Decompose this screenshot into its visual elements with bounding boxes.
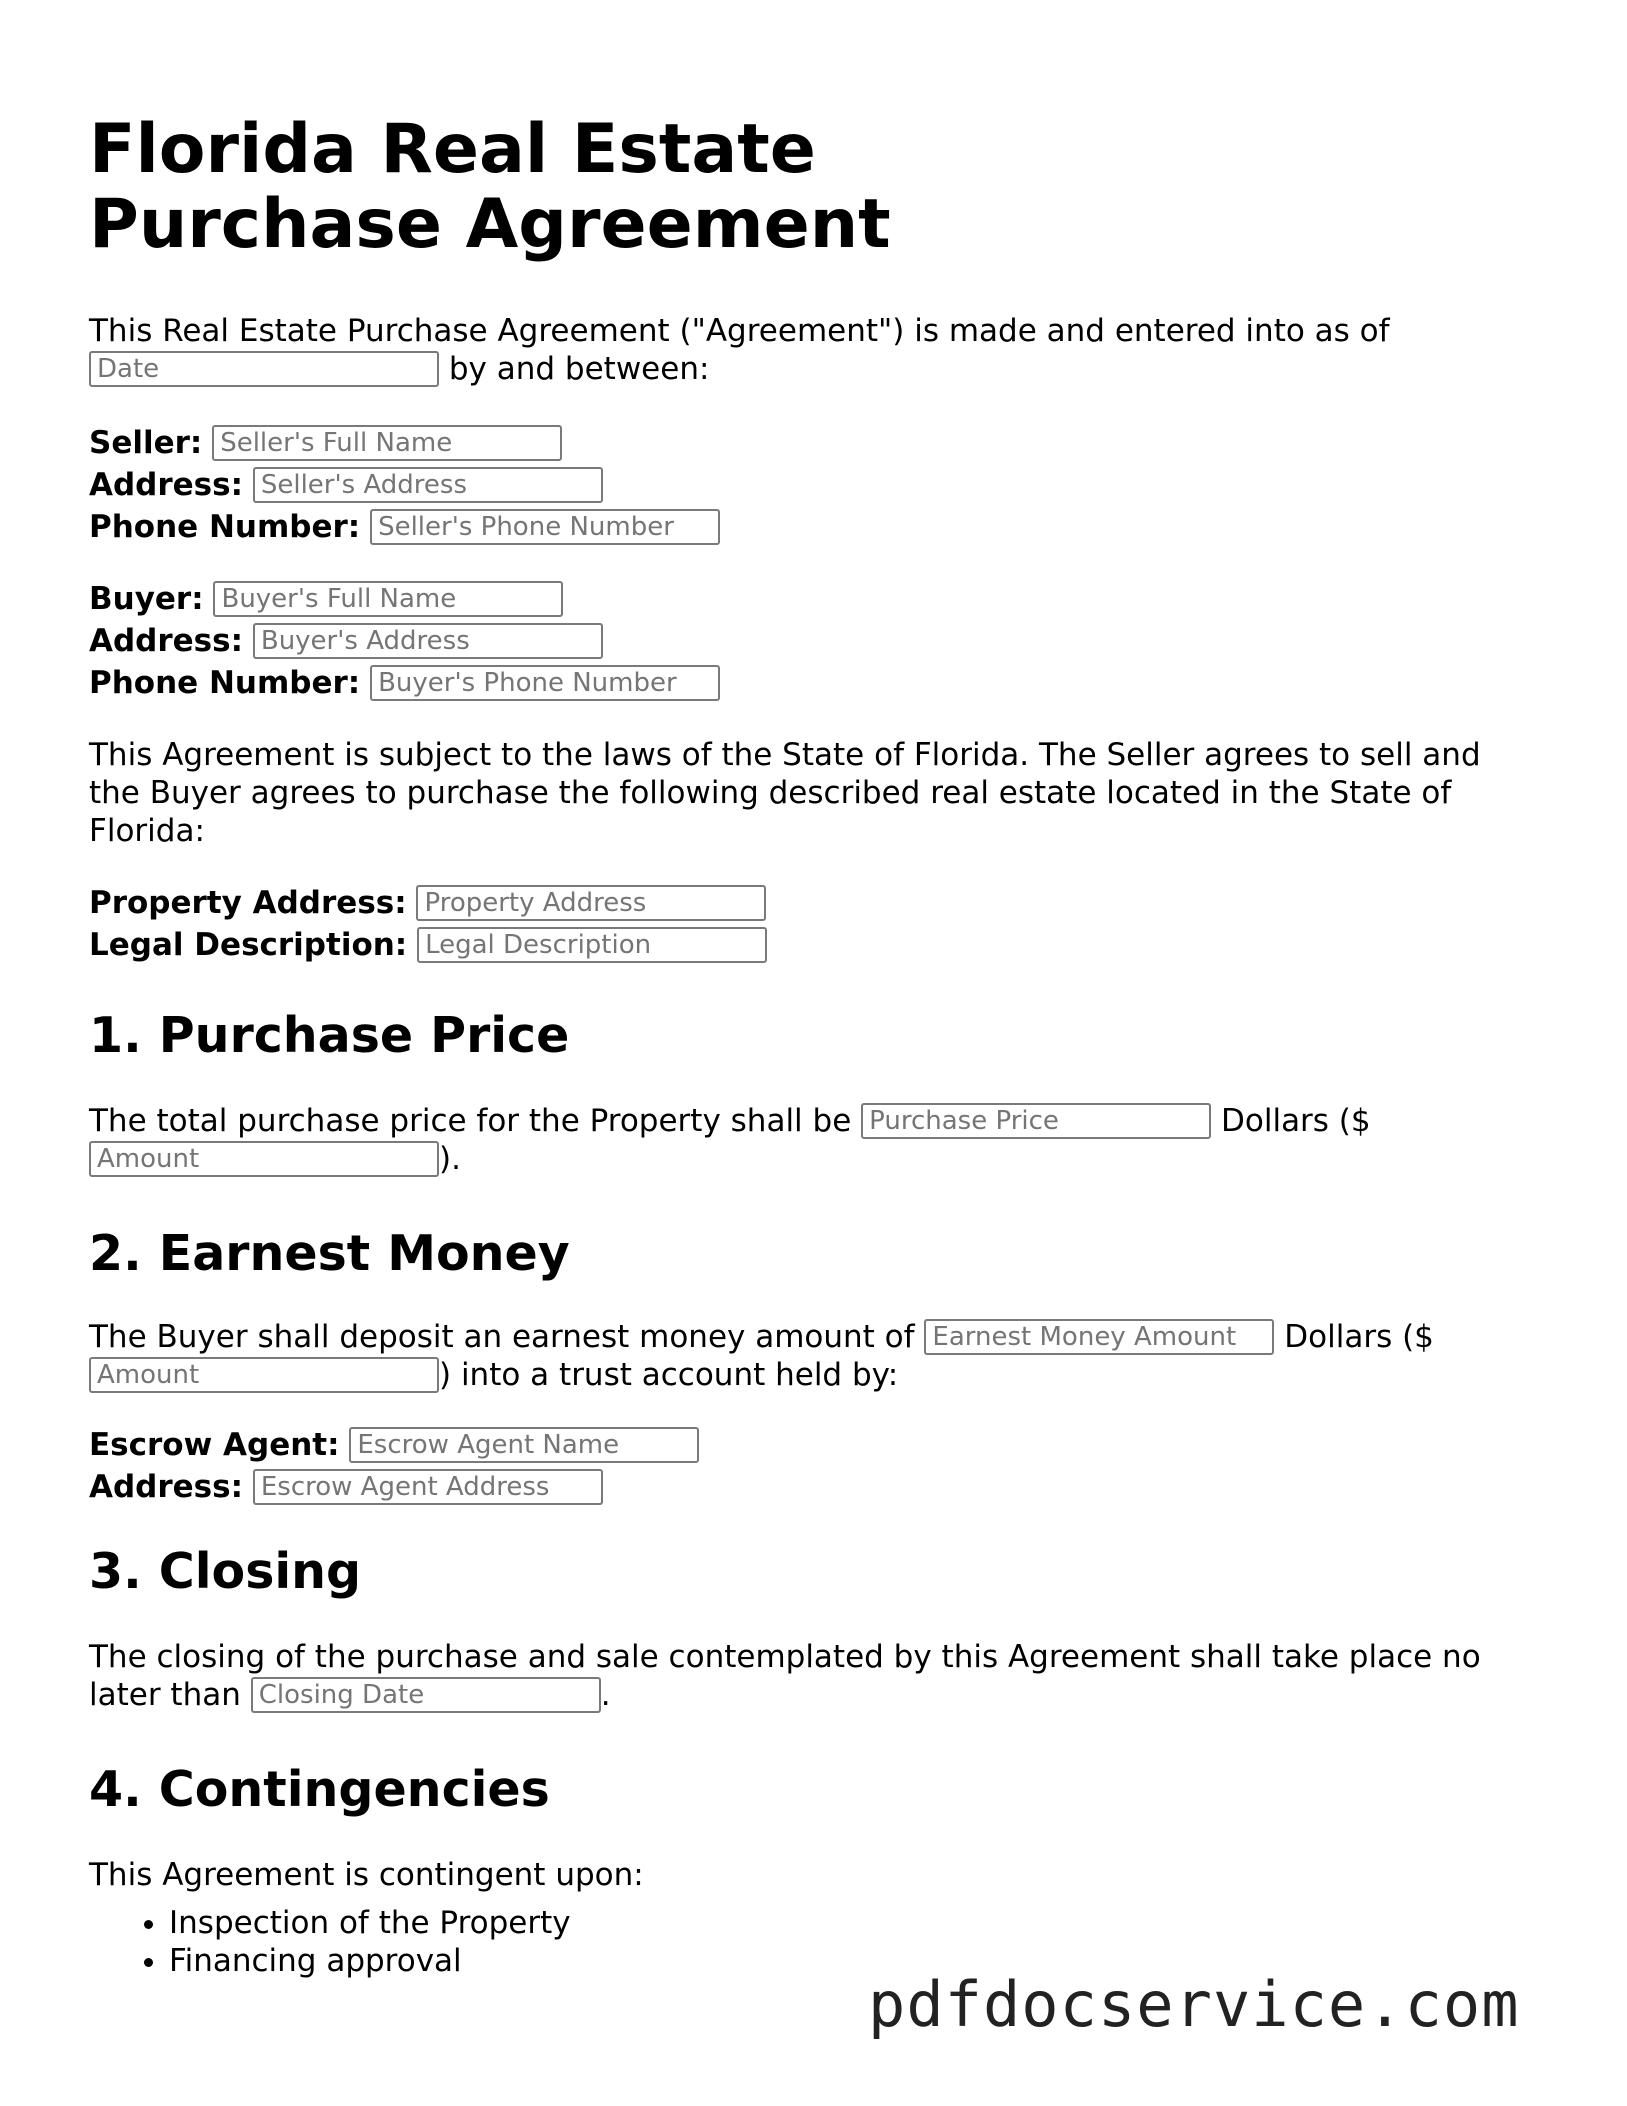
intro-paragraph: [89, 312, 1539, 388]
escrow-block: [89, 1424, 1539, 1508]
property-address-field[interactable]: [416, 885, 766, 921]
purchase-price-dollars-text: Dollars ($: [1221, 1103, 1371, 1139]
buyer-phone-field[interactable]: [370, 665, 720, 701]
earnest-money-dollars-text: Dollars ($: [1284, 1319, 1434, 1355]
purchase-price-field[interactable]: [861, 1103, 1211, 1139]
intro-text: This Real Estate Purchase Agreement ("Agreement") is made and entered into as of: [89, 313, 1390, 349]
buyer-name-label: Buyer:: [89, 581, 204, 617]
earnest-amount-field[interactable]: [89, 1357, 439, 1393]
legal-description-field[interactable]: [417, 927, 767, 963]
intro-text-after: by and between:: [448, 351, 710, 387]
purchase-amount-field[interactable]: [89, 1141, 439, 1177]
list-item: • Inspection of the Property: [169, 1904, 1539, 1942]
seller-address-label: Address:: [89, 467, 243, 503]
escrow-agent-address-field[interactable]: [253, 1469, 603, 1505]
earnest-money-text: The Buyer shall deposit an earnest money amount of: [89, 1319, 915, 1355]
buyer-phone-label: Phone Number:: [89, 665, 361, 701]
seller-phone-label: Phone Number:: [89, 509, 361, 545]
seller-name-label: Seller:: [89, 425, 203, 461]
escrow-agent-name-field[interactable]: [349, 1427, 699, 1463]
purchase-price-close-text: ).: [439, 1141, 461, 1177]
property-address-label: Property Address:: [89, 885, 407, 921]
closing-paragraph: [89, 1638, 1539, 1714]
earnest-money-trust-text: ) into a trust account held by:: [439, 1357, 899, 1393]
buyer-address-field[interactable]: [253, 623, 603, 659]
closing-date-field[interactable]: [251, 1677, 601, 1713]
closing-text: The closing of the purchase and sale contemplated by this Agreement shall take place no later than: [89, 1639, 1481, 1713]
watermark-text: pdfdocservice.com: [868, 1968, 1520, 2041]
laws-paragraph: This Agreement is subject to the laws of the State of Florida. The Seller agrees to sell and the Buyer agrees to purchase the following described real estate located in the State of Florida:: [89, 737, 1481, 849]
seller-block: [89, 422, 1539, 548]
buyer-name-field[interactable]: [213, 581, 563, 617]
buyer-address-label: Address:: [89, 623, 243, 659]
legal-description-label: Legal Description:: [89, 927, 408, 963]
earnest-money-paragraph: [89, 1318, 1539, 1394]
closing-period-text: .: [600, 1677, 611, 1713]
purchase-price-text: The total purchase price for the Property shall be: [89, 1103, 852, 1139]
document-title: Florida Real Estate Purchase Agreement: [89, 110, 891, 264]
section-heading-closing: 3. Closing: [89, 1543, 362, 1600]
contingencies-intro: This Agreement is contingent upon:: [89, 1857, 644, 1893]
purchase-price-paragraph: [89, 1102, 1539, 1178]
section-heading-earnest-money: 2. Earnest Money: [89, 1225, 570, 1282]
document-page: [89, 112, 1539, 1980]
escrow-agent-label: Escrow Agent:: [89, 1427, 340, 1463]
agreement-date-field[interactable]: [89, 351, 439, 387]
property-block: [89, 882, 1539, 966]
buyer-block: [89, 578, 1539, 704]
seller-address-field[interactable]: [253, 467, 603, 503]
earnest-money-field[interactable]: [924, 1319, 1274, 1355]
list-item: • Financing approval: [169, 1942, 1539, 1980]
escrow-address-label: Address:: [89, 1469, 243, 1505]
section-heading-contingencies: 4. Contingencies: [89, 1761, 550, 1818]
seller-name-field[interactable]: [212, 425, 562, 461]
seller-phone-field[interactable]: [370, 509, 720, 545]
section-heading-purchase-price: 1. Purchase Price: [89, 1007, 570, 1064]
